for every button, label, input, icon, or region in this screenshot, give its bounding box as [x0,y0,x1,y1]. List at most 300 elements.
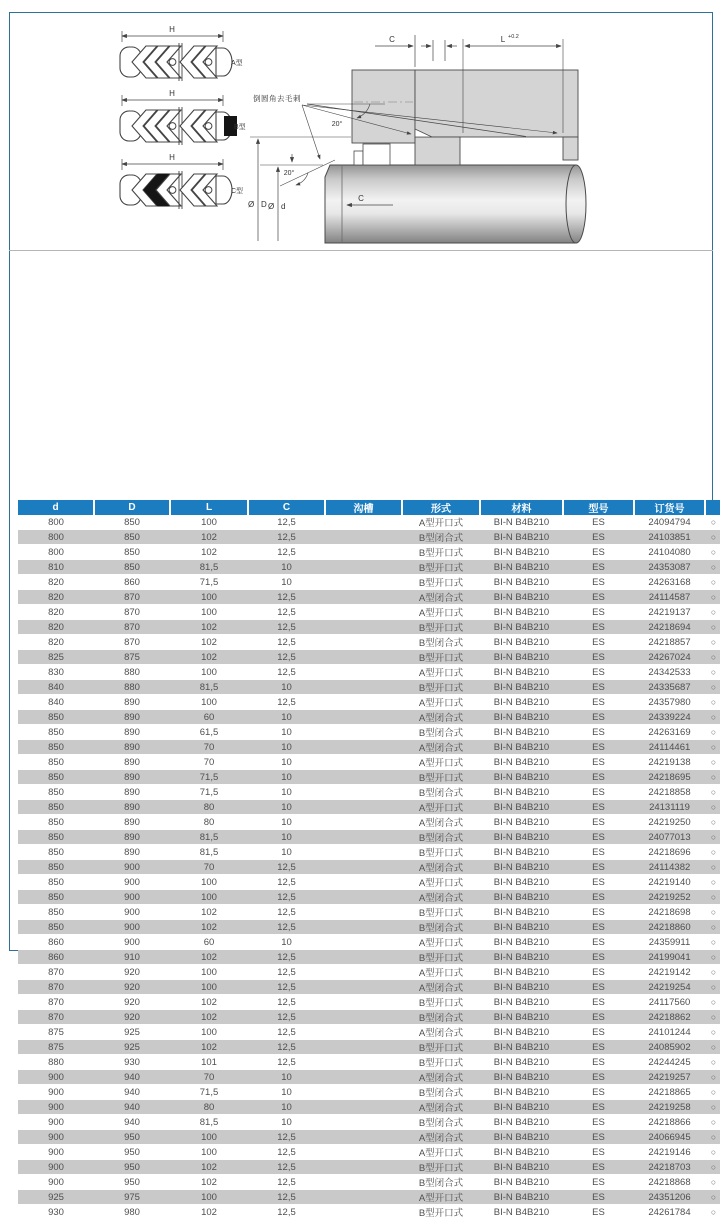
status-circle: ○ [705,980,720,995]
cell: 71,5 [170,575,248,590]
column-header-1: D [94,500,170,515]
cell: 10 [248,1115,325,1130]
cell [325,1205,402,1220]
column-header-3: C [248,500,325,515]
cell: 12,5 [248,605,325,620]
cell: 100 [170,875,248,890]
table-row [18,995,720,1010]
dim-h-label-a: H [169,25,175,34]
cell: 820 [18,605,94,620]
cell: 10 [248,935,325,950]
cell: BI-N B4B210 [480,635,563,650]
status-circle: ○ [705,1130,720,1145]
table-row [18,1190,720,1205]
cell [325,1145,402,1160]
cell: ES [563,1010,634,1025]
cell: BI-N B4B210 [480,740,563,755]
cell: 81,5 [170,680,248,695]
cell: 10 [248,1100,325,1115]
column-header-9 [705,500,720,515]
cell: BI-N B4B210 [480,1160,563,1175]
cell: ES [563,995,634,1010]
cell [325,755,402,770]
cell: ES [563,725,634,740]
cell: 980 [94,1205,170,1220]
cell: 930 [94,1055,170,1070]
status-circle: ○ [705,755,720,770]
cell: A型开口式 [402,755,480,770]
cell: B型开口式 [402,620,480,635]
cell: 24219258 [634,1100,705,1115]
dim-id-sign: Ø [268,202,275,211]
cell: 24219252 [634,890,705,905]
cell: 100 [170,590,248,605]
cell: 910 [94,950,170,965]
cell: 81,5 [170,830,248,845]
column-header-4: 沟槽 [325,500,402,515]
cell: 100 [170,965,248,980]
cell: B型闭合式 [402,1115,480,1130]
cell: 890 [94,845,170,860]
table-row [18,905,720,920]
cell: 80 [170,800,248,815]
cell [325,995,402,1010]
status-circle: ○ [705,1115,720,1130]
cell: 24218857 [634,635,705,650]
cell: ES [563,1025,634,1040]
cell: BI-N B4B210 [480,515,563,530]
cell: 12,5 [248,695,325,710]
column-header-2: L [170,500,248,515]
table-row [18,785,720,800]
cell [325,965,402,980]
cell: 12,5 [248,1130,325,1145]
column-header-8: 订货号 [634,500,705,515]
cell: 900 [94,860,170,875]
cell: 80 [170,815,248,830]
cell: BI-N B4B210 [480,755,563,770]
cell: 875 [18,1040,94,1055]
cell: 24117560 [634,995,705,1010]
cell: 12,5 [248,1055,325,1070]
cell [325,1055,402,1070]
cell: 70 [170,740,248,755]
table-row [18,1040,720,1055]
table-row [18,830,720,845]
cell: A型闭合式 [402,740,480,755]
cell: 12,5 [248,1145,325,1160]
cell: 24218860 [634,920,705,935]
cell: B型开口式 [402,575,480,590]
status-circle: ○ [705,1205,720,1220]
angle-top-label: 20° [331,121,343,128]
cell: BI-N B4B210 [480,1130,563,1145]
cell: 24357980 [634,695,705,710]
cell: 71,5 [170,770,248,785]
status-circle: ○ [705,1070,720,1085]
cell: 870 [18,965,94,980]
status-circle: ○ [705,560,720,575]
cell: BI-N B4B210 [480,860,563,875]
table-row [18,575,720,590]
cell [325,950,402,965]
cell: ES [563,740,634,755]
cell: BI-N B4B210 [480,1145,563,1160]
cell: 820 [18,635,94,650]
cell: 875 [94,650,170,665]
status-circle: ○ [705,770,720,785]
cell: 24199041 [634,950,705,965]
cell: BI-N B4B210 [480,665,563,680]
cell [325,650,402,665]
cell: ES [563,935,634,950]
status-circle: ○ [705,575,720,590]
cell: 890 [94,725,170,740]
cell: 850 [18,815,94,830]
cell: 24104080 [634,545,705,560]
status-circle: ○ [705,905,720,920]
cell: 890 [94,785,170,800]
cell: ES [563,695,634,710]
seal-type-b-label: B型 [234,124,246,131]
cell: 12,5 [248,1025,325,1040]
dim-h-label-b: H [169,89,175,98]
table-row [18,965,720,980]
cell: BI-N B4B210 [480,1205,563,1220]
size-order-table [18,500,720,1220]
cell: ES [563,905,634,920]
cell: 24342533 [634,665,705,680]
table-row [18,845,720,860]
status-circle: ○ [705,1025,720,1040]
table-row [18,590,720,605]
cell: A型开口式 [402,665,480,680]
table-row [18,755,720,770]
cell: ES [563,890,634,905]
cell: 850 [18,905,94,920]
cell [325,815,402,830]
cell: 24359911 [634,935,705,950]
cell [325,785,402,800]
cell: 101 [170,1055,248,1070]
cell: B型闭合式 [402,785,480,800]
cell: 100 [170,665,248,680]
table-row [18,1070,720,1085]
cell: BI-N B4B210 [480,545,563,560]
cell [325,935,402,950]
cell: 850 [94,560,170,575]
cell: ES [563,770,634,785]
cell [325,515,402,530]
cell: 870 [18,980,94,995]
cell: 100 [170,515,248,530]
cell: 850 [18,830,94,845]
cell: 10 [248,725,325,740]
cell: BI-N B4B210 [480,890,563,905]
status-circle: ○ [705,1175,720,1190]
cell: ES [563,1160,634,1175]
cell: 102 [170,530,248,545]
status-circle: ○ [705,650,720,665]
rod-end-cap [566,165,586,243]
cell [325,845,402,860]
status-circle: ○ [705,965,720,980]
status-circle: ○ [705,725,720,740]
table-row [18,1205,720,1220]
seal-stack-b [120,89,237,145]
cell: 890 [94,830,170,845]
cell: ES [563,1145,634,1160]
dim-c-top-label: C [389,35,395,44]
status-circle: ○ [705,1010,720,1025]
status-circle: ○ [705,845,720,860]
status-circle: ○ [705,545,720,560]
status-circle: ○ [705,1055,720,1070]
table-row [18,515,720,530]
cell: 900 [18,1130,94,1145]
cell: 12,5 [248,1160,325,1175]
status-circle: ○ [705,710,720,725]
status-circle: ○ [705,995,720,1010]
cell: A型开口式 [402,515,480,530]
cell: 900 [94,890,170,905]
table-row [18,1115,720,1130]
cell [325,740,402,755]
cell: ES [563,545,634,560]
cell: 870 [18,1010,94,1025]
cell: ES [563,530,634,545]
cell: 24218866 [634,1115,705,1130]
cell: 71,5 [170,1085,248,1100]
cell: 24085902 [634,1040,705,1055]
cell: B型闭合式 [402,530,480,545]
cell [325,890,402,905]
rod-shaft [325,165,586,243]
cell [325,695,402,710]
cell [325,575,402,590]
cell: 950 [94,1130,170,1145]
cell: B型开口式 [402,950,480,965]
cell: 890 [94,770,170,785]
cell: 870 [94,635,170,650]
cell: 24218865 [634,1085,705,1100]
cell: ES [563,515,634,530]
cell: BI-N B4B210 [480,980,563,995]
cell [325,1190,402,1205]
cell: 70 [170,1070,248,1085]
cell: 950 [94,1175,170,1190]
cell: B型开口式 [402,560,480,575]
cell: ES [563,710,634,725]
cell: 850 [18,710,94,725]
dim-id-letter: d [281,202,286,211]
cell: 102 [170,1205,248,1220]
column-header-0: d [18,500,94,515]
table-row [18,1025,720,1040]
cell: BI-N B4B210 [480,1175,563,1190]
cell: 900 [18,1160,94,1175]
status-circle: ○ [705,815,720,830]
cell: BI-N B4B210 [480,620,563,635]
table-row [18,980,720,995]
cell: BI-N B4B210 [480,1010,563,1025]
cell: BI-N B4B210 [480,905,563,920]
cell: A型闭合式 [402,1025,480,1040]
status-circle: ○ [705,950,720,965]
cell: 12,5 [248,515,325,530]
cell: A型闭合式 [402,815,480,830]
cell: 875 [18,1025,94,1040]
cell: 24339224 [634,710,705,725]
cell: 24218696 [634,845,705,860]
cell: 850 [18,800,94,815]
cell: ES [563,965,634,980]
cell: 102 [170,620,248,635]
status-circle: ○ [705,935,720,950]
cell: 10 [248,1070,325,1085]
cell: 10 [248,815,325,830]
backup-ring-step-large [363,144,390,165]
cell: B型开口式 [402,905,480,920]
cell: ES [563,590,634,605]
cell: 10 [248,755,325,770]
cell: 24218698 [634,905,705,920]
cell: ES [563,860,634,875]
cell: 12,5 [248,950,325,965]
cell: 10 [248,785,325,800]
cell: BI-N B4B210 [480,1085,563,1100]
cell: BI-N B4B210 [480,695,563,710]
cell [325,875,402,890]
cell: ES [563,575,634,590]
cell: 81,5 [170,1115,248,1130]
cell: 102 [170,545,248,560]
cell: 800 [18,530,94,545]
cell: BI-N B4B210 [480,995,563,1010]
cell: BI-N B4B210 [480,785,563,800]
cell: 24114382 [634,860,705,875]
cell: 880 [18,1055,94,1070]
cell [325,1130,402,1145]
cell: BI-N B4B210 [480,1115,563,1130]
cell: BI-N B4B210 [480,560,563,575]
cell: 100 [170,695,248,710]
cell: 12,5 [248,890,325,905]
cell: BI-N B4B210 [480,950,563,965]
status-circle: ○ [705,830,720,845]
cell: A型闭合式 [402,980,480,995]
cell: 800 [18,515,94,530]
cell: BI-N B4B210 [480,920,563,935]
seal-type-a-label: A型 [231,60,243,67]
cell: 870 [94,605,170,620]
cell: 850 [18,770,94,785]
cell: 24244245 [634,1055,705,1070]
cell: ES [563,875,634,890]
cell: 840 [18,680,94,695]
cell: 890 [94,710,170,725]
cell: ES [563,845,634,860]
cell: BI-N B4B210 [480,605,563,620]
cell: 890 [94,695,170,710]
table-row [18,1055,720,1070]
cell: 850 [18,860,94,875]
cell: 12,5 [248,1175,325,1190]
table-row [18,710,720,725]
cell: 920 [94,980,170,995]
table-row [18,1100,720,1115]
cell: 900 [94,935,170,950]
cell: 850 [18,725,94,740]
cell: 24218858 [634,785,705,800]
cell: 102 [170,905,248,920]
cell: BI-N B4B210 [480,575,563,590]
cell: 820 [18,620,94,635]
status-circle: ○ [705,680,720,695]
cell: 12,5 [248,860,325,875]
cell: 12,5 [248,1205,325,1220]
status-circle: ○ [705,530,720,545]
cell: 61,5 [170,725,248,740]
cell [325,1025,402,1040]
cell: 850 [94,545,170,560]
cell: 925 [94,1025,170,1040]
status-circle: ○ [705,515,720,530]
status-circle: ○ [705,635,720,650]
status-circle: ○ [705,860,720,875]
cell: 24218703 [634,1160,705,1175]
cell: 24131119 [634,800,705,815]
cell: 860 [94,575,170,590]
dim-l-label: L [500,35,506,44]
cell: ES [563,815,634,830]
cell [325,680,402,695]
cell: 10 [248,680,325,695]
cell: 975 [94,1190,170,1205]
table-row [18,920,720,935]
status-circle: ○ [705,740,720,755]
table-row [18,800,720,815]
cell [325,530,402,545]
cell [325,860,402,875]
table-header [18,500,720,515]
cell: B型开口式 [402,995,480,1010]
cell: 24351206 [634,1190,705,1205]
cell: 830 [18,665,94,680]
cell: 850 [18,890,94,905]
cell: 10 [248,710,325,725]
cell: 880 [94,665,170,680]
cell: 24218868 [634,1175,705,1190]
cell: ES [563,665,634,680]
cell: ES [563,1175,634,1190]
cell [325,590,402,605]
cell: ES [563,1130,634,1145]
cell: BI-N B4B210 [480,1100,563,1115]
cell: 850 [18,875,94,890]
cell: ES [563,1085,634,1100]
cell: 12,5 [248,620,325,635]
cell: 24094794 [634,515,705,530]
cell: 850 [18,785,94,800]
cell: BI-N B4B210 [480,725,563,740]
cell: 850 [18,845,94,860]
cell: 12,5 [248,1010,325,1025]
cell: 24114587 [634,590,705,605]
cell: 10 [248,830,325,845]
cell: 950 [94,1145,170,1160]
cell: A型闭合式 [402,860,480,875]
